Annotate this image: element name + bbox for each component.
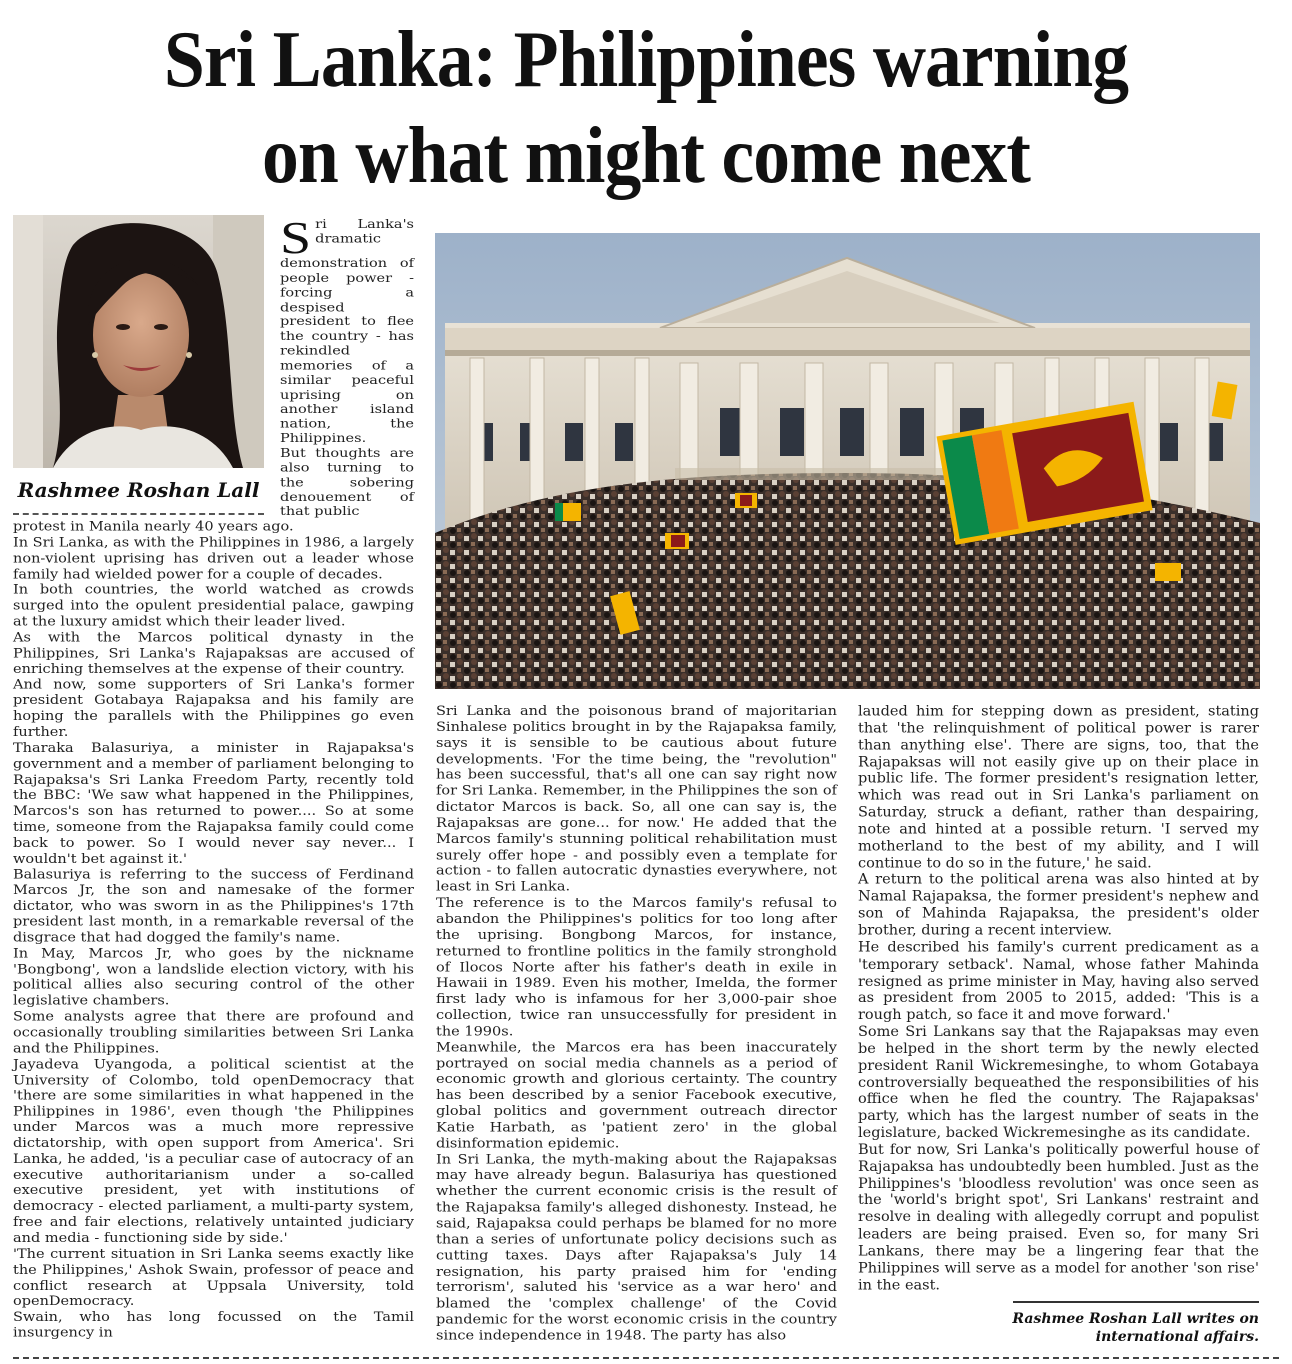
- presidential-building-crowd-image: [435, 233, 1260, 689]
- paragraph: Some analysts agree that there are profound and occasionally troubling similarities between Sri Lanka and the Philippines.: [13, 1009, 414, 1056]
- paragraph: 'The current situation in Sri Lanka seems exactly like the Philippines,' Ashok Swain, professor of peace and conflict research at Uppsala University, told openDemocracy.: [13, 1247, 414, 1309]
- paragraph: Sri Lanka and the poisonous brand of majoritarian Sinhalese politics brought in by the Rajapaksa family, says it is sensible to be cautious about future developments. 'For the time being, the "revolution" has been successful, that's all one can say right now for Sri Lanka. Remember, in the Philippines the son of dictator Marcos is back. So, all one can say is, the Rajapaksas are gone... for now.' He added that the Marcos family's stunning political rehabilitation must surely offer hope - and possibly even a template for action - to fallen autocratic dynasties everywhere, not least in Sri Lanka.: [436, 704, 837, 895]
- headline-line-2: on what might come next: [262, 112, 1030, 200]
- paragraph: Tharaka Balasuriya, a minister in Rajapaksa's government and a member of parliament belonging to Rajapaksa's Sri Lanka Freedom Party, recently told the BBC: 'We saw what happened in the Philippines, Marcos's son has returned to power.... So at some time, someone from the Rajapaksa family could come back to power. So I would never say never... I wouldn't bet against it.': [13, 741, 414, 867]
- column-3: [858, 704, 1259, 1295]
- paragraph: A return to the political arena was also hinted at by Namal Rajapaksa, the former president's nephew and son of Mahinda Rajapaksa, the president's older brother, during a recent interview.: [858, 872, 1259, 939]
- author-name: Rashmee Roshan Lall: [17, 478, 260, 502]
- intro-column: [280, 213, 414, 520]
- paragraph: But for now, Sri Lanka's politically powerful house of Rajapaksa has undoubtedly been humbled. Just as the Philippines's 'bloodless revolution' was once seen as the 'world's bright spot', Sri Lankans' restraint and resolve in dealing with allegedly corrupt and populist leaders are being praised. Even so, for many Sri Lankans, there may be a lingering fear that the Philippines will serve as a model for another 'son rise' in the east.: [858, 1142, 1259, 1293]
- paragraph: The reference is to the Marcos family's refusal to abandon the Philippines's politics for too long after the uprising. Bongbong Marcos, for instance, returned to frontline politics in the family stronghold of Ilocos Norte after his father's death in exile in Hawaii in 1989. Even his mother, Imelda, the former first lady who is infamous for her 3,000-pair shoe collection, twice ran unsuccessfully for president in the 1990s.: [436, 896, 837, 1039]
- author-photo: [13, 215, 264, 468]
- paragraph: Jayadeva Uyangoda, a political scientist at the University of Colombo, told openDemocracy that 'there are some similarities in what happened in the Philippines in 1986', even though 'the Philippines under Marcos was a much more repressive dictatorship, with open support from America'. Sri Lanka, he added, 'is a peculiar case of autocracy of an executive authoritarianism under a so-called executive president, yet with institutions of democracy - elected parliament, a multi-party system, free and fair elections, relatively untainted judiciary and media - functioning side by side.': [13, 1057, 414, 1246]
- footnote-line-1: Rashmee Roshan Lall writes on: [1012, 1311, 1259, 1327]
- paragraph: Meanwhile, the Marcos era has been inaccurately portrayed on social media channels as a period of economic growth and glorious certainty. The country has been described by a senior Facebook executive, global politics and government outreach director Katie Harbath, as 'patient zero' in the global disinformation epidemic.: [436, 1040, 837, 1151]
- paragraph: Some Sri Lankans say that the Rajapaksas may even be helped in the short term by the newly elected president Ranil Wickremesinghe, to whom Gotabaya controversially bequeathed the responsibilities of his office when he fled the country. The Rajapaksas' party, which has the largest number of seats in the legislature, backed Wickremesinghe as its candidate.: [858, 1024, 1259, 1141]
- dropcap: S: [280, 213, 312, 264]
- paragraph: protest in Manila nearly 40 years ago.: [13, 520, 294, 535]
- headline: [52, 12, 1241, 204]
- paragraph: In May, Marcos Jr, who goes by the nickname 'Bongbong', won a landslide election victory, with his political allies also securing control of the other legislative chambers.: [13, 946, 414, 1009]
- footer-divider: [1013, 1301, 1259, 1303]
- author-divider: [13, 513, 264, 515]
- paragraph: lauded him for stepping down as president, stating that 'the relinquishment of political power is rarer than anything else'. There are signs, too, that the Rajapaksas will not easily give up on their place in public life. The former president's resignation letter, which was read out in Sri Lanka's parliament on Saturday, struck a defiant, rather than despairing, note and hinted at a possible return. 'I served my motherland to the best of my ability, and I will continue to do so in the future,' he said.: [858, 704, 1259, 871]
- intro-paragraph-2: But thoughts are also turning to the sobering denouement of that public: [280, 447, 414, 519]
- paragraph: In Sri Lanka, the myth-making about the Rajapaksas may have already begun. Balasuriya has questioned whether the current economic crisis is the result of the Rajapaksa family's alleged dishonesty. Instead, he said, Rajapaksa could perhaps be blamed for no more than a series of unfortunate policy decisions such as cutting taxes. Days after Rajapaksa's July 14 resignation, his party praised him for 'ending terrorism', saluted his 'service as a war hero' and blamed the 'complex challenge' of the Covid pandemic for the worst economic crisis in the country since independence in 1948. The party has also: [436, 1152, 837, 1344]
- author-portrait-image: [13, 215, 264, 468]
- paragraph: Balasuriya is referring to the success of Ferdinand Marcos Jr, the son and namesake of the former dictator, who was sworn in as the Philippines's 17th president last month, in a remarkable reversal of the disgrace that had dogged the family's name.: [13, 867, 414, 946]
- footnote-line-2: international affairs.: [1095, 1329, 1259, 1345]
- author-footnote: [958, 1310, 1259, 1346]
- intro-paragraph: ri Lanka's dramatic demonstration of people power - forcing a despised president to flee the country - has rekindled memories of a similar peaceful uprising on another island nation, the Philippines.: [280, 218, 414, 446]
- paragraph: Swain, who has long focussed on the Tamil insurgency in: [13, 1310, 414, 1341]
- hero-photo: [435, 233, 1260, 689]
- headline-line-1: Sri Lanka: Philippines warning: [163, 16, 1129, 104]
- paragraph: And now, some supporters of Sri Lanka's former president Gotabaya Rajapaksa and his family are hoping the parallels with the Philippines go even further.: [13, 678, 414, 740]
- paragraph: He described his family's current predicament as a 'temporary setback'. Namal, whose father Mahinda resigned as prime minister in May, having also served as president from 2005 to 2015, added: 'This is a rough patch, so face it and move forward.': [858, 940, 1259, 1023]
- page-bottom-rule: [13, 1357, 1279, 1359]
- paragraph: In Sri Lanka, as with the Philippines in 1986, a largely non-violent uprising has driven out a leader whose family had wielded power for a couple of decades.: [13, 535, 414, 582]
- paragraph: In both countries, the world watched as crowds surged into the opulent presidential palace, gawping at the luxury amidst which their leader lived.: [13, 583, 414, 630]
- column-1: [13, 520, 414, 1342]
- paragraph: As with the Marcos political dynasty in the Philippines, Sri Lanka's Rajapaksas are accused of enriching themselves at the expense of their country.: [13, 630, 414, 677]
- column-2: [436, 704, 837, 1345]
